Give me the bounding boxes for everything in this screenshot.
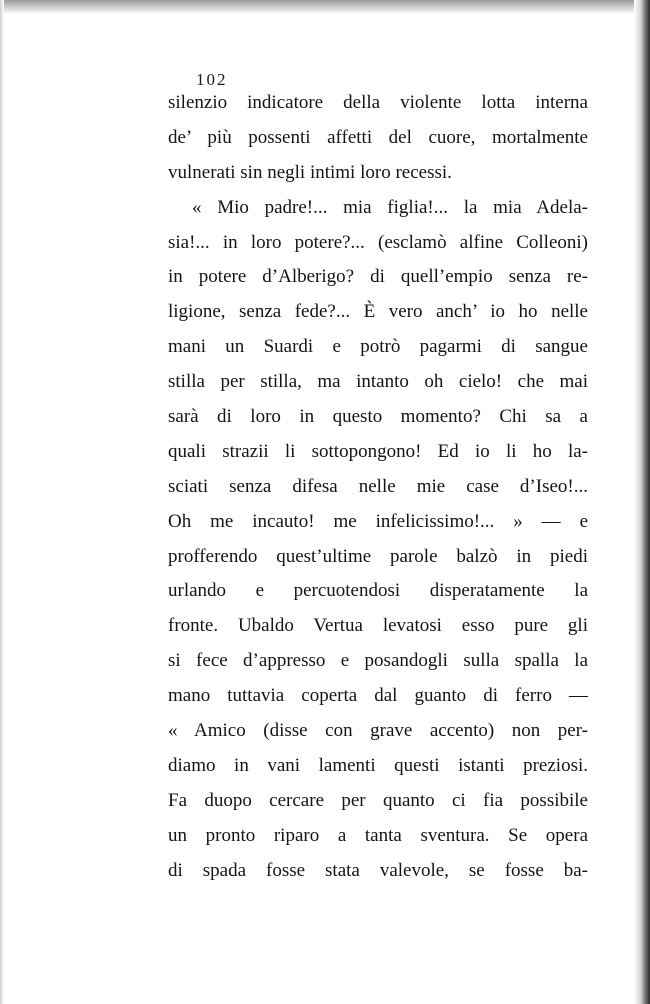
text-line: si fece d’appresso e posandogli sulla spalla la [168,650,588,672]
text-line: un pronto riparo a tanta sventura. Se opera [168,824,588,846]
text-line: di spada fosse stata valevole, se fosse ba- [168,859,588,881]
page-binding-shadow [634,0,650,1004]
text-line: vulnerati sin negli intimi loro recessi. [168,161,452,183]
text-line: profferendo quest’ultime parole balzò in piedi [168,545,588,567]
text-line: mani un Suardi e potrò pagarmi di sangue [168,336,588,358]
text-line: sciati senza difesa nelle mie case d’Iseo!... [168,475,588,497]
text-line: quali strazii li sottopongono! Ed io li ho la- [168,440,588,462]
text-line: « Mio padre!... mia figlia!... la mia Adela- [192,196,588,218]
body-text [168,86,588,888]
text-line: urlando e percuotendosi disperatamente la [168,580,588,602]
text-line: ligione, senza fede?... È vero anch’ io ho nelle [168,301,588,323]
text-line: silenzio indicatore della violente lotta interna [168,92,588,113]
text-line: Oh me incauto! me infelicissimo!... » — e [168,510,588,532]
page-left-shadow [0,0,4,1004]
page-number: 102 [196,70,228,89]
text-line: de’ più possenti affetti del cuore, mortalmente [168,126,588,148]
text-line: diamo in vani lamenti questi istanti preziosi. [168,754,588,776]
text-line: sia!... in loro potere?... (esclamò alfine Colleoni) [168,231,588,253]
text-line: sarà di loro in questo momento? Chi sa a [168,406,588,428]
text-line: « Amico (disse con grave accento) non per- [168,720,588,742]
text-line: in potere d’Alberigo? di quell’empio senza re- [168,266,588,288]
text-line: fronte. Ubaldo Vertua levatosi esso pure gli [168,615,588,637]
page-top-shadow [0,0,650,14]
text-line: mano tuttavia coperta dal guanto di ferro — [168,685,588,707]
text-line: Fa duopo cercare per quanto ci fia possibile [168,789,588,811]
text-line: stilla per stilla, ma intanto oh cielo! che mai [168,371,588,393]
